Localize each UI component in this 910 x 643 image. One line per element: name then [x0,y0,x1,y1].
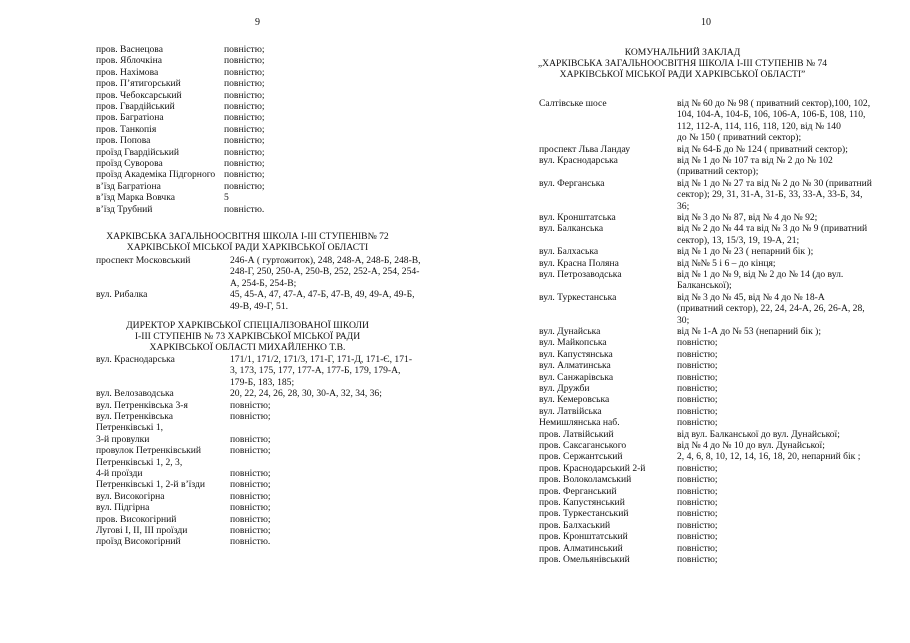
street-range: повністю; [230,513,271,525]
street-name: вул. Красна Поляна [539,257,619,269]
street-name: пров. Капустянський [539,497,625,508]
street-name: проїзд Гвардійський [96,146,180,158]
street-name: вул. Рибалка [96,289,148,301]
street-range: Балканської); [677,280,732,292]
street-range: від № 2 до № 44 та від № 3 до № 9 (приватний [677,223,868,235]
street-name: вул. Латвійська [539,405,602,417]
street-range: 45, 45-А, 47, 47-А, 47-Б, 47-В, 49, 49-А, 49-Б, [230,289,415,301]
street-range: (приватний сектор); [677,166,759,178]
street-range: 179-Б, 183, 185; [230,376,295,388]
street-range: повністю; [224,135,265,147]
street-range: повністю; [677,474,718,486]
street-range: від № 64-Б до № 124 ( приватний сектор); [677,143,848,155]
street-name: пров. Туркестанський [539,508,629,520]
street-range: від вул. Балканської до вул. Дунайської; [677,428,840,440]
street-range: від № 1-А до № 53 (непарний бік ); [677,326,822,337]
street-name: вул. Балхаська [539,246,599,258]
street-name: вул. Майкопська [539,337,607,349]
street-range: повністю; [224,169,265,181]
street-name: пров. Саксаганського [539,440,627,451]
street-name: 3-й провулки [96,433,150,445]
street-range: сектор); 29, 31, 31-А, 31-Б, 33, 33-А, 33-Б, 34, [677,189,863,201]
street-name: проспект Льва Ландау [539,143,631,155]
street-name: пров. Алматинський [539,542,623,554]
street-name: пров. Кронштатський [539,531,628,543]
street-name: вул. Велозаводська [96,388,174,400]
street-name: проспект Московський [96,255,191,266]
school-74-heading-line-2: „ХАРКІВСЬКА ЗАГАЛЬНООСВІТНЯ ШКОЛА І-ІІІ СТУПЕНІВ № 74 [537,58,828,69]
page-number: 10 [701,17,711,28]
street-range: повністю; [677,497,718,508]
street-name: пров. Балхаський [539,519,611,531]
street-name: Лугові І, ІІ, ІІІ проїзди [96,525,188,536]
street-name: пров. Попова [96,135,151,147]
street-name: вул. Петренківська 3-я [96,399,188,411]
street-range: 3, 173, 175, 177, 177-А, 177-Б, 179, 179-А, [230,365,401,377]
street-name: Петренківські 1, 2, 3, [96,456,183,468]
street-name: провулок Петренківський [96,445,201,457]
street-name: 4-й проїзди [96,468,143,479]
street-name: пров. Латвійський [539,428,614,440]
street-range: повністю; [224,55,265,67]
street-range: 36; [677,200,690,212]
street-range: повністю; [230,411,271,422]
street-range: від №№ 5 і 6 – до кінця; [677,257,776,269]
street-name: вул. Санжарівська [539,371,614,383]
street-name: пров. Багратіона [96,112,164,124]
street-range: повністю; [230,490,271,502]
street-range: повністю; [224,66,265,78]
street-range: повністю; [677,485,718,497]
street-range: А, 254-Б, 254-В; [230,277,297,289]
street-name: проїзд Суворова [96,158,163,169]
school-73-heading-line-1: ДИРЕКТОР ХАРКІВСЬКОЇ СПЕЦІАЛІЗОВАНОЇ ШКОЛИ [126,320,369,331]
street-range: повністю; [677,417,718,429]
street-range: повністю; [677,554,718,565]
street-range: 2, 4, 6, 8, 10, 12, 14, 16, 18, 20, непарний бік ; [677,451,861,463]
street-range: повністю; [224,89,265,101]
street-range: від № 3 до № 87, від № 4 до № 92; [677,212,818,223]
street-name: пров. Васнецова [96,44,163,55]
street-range: від № 3 до № 45, від № 4 до № 18-А [677,291,825,303]
street-name: вул. Капустянська [539,348,613,360]
street-range: повністю; [677,405,718,417]
street-range: від № 1 до № 107 та від № 2 до № 102 [677,155,833,166]
street-name: вул. Краснодарська [539,155,618,166]
street-name: пров. Яблочкіна [96,55,162,67]
school-72-heading-line-2: ХАРКІВСЬКОЇ МІСЬКОЇ РАДИ ХАРКІВСЬКОЇ ОБЛАСТІ [126,242,369,253]
street-name: проїзд Високогірний [96,536,181,548]
street-name: в’їзд Трубний [96,203,153,215]
street-name: пров. Омельянівський [539,554,630,565]
street-name: вул. Петрозаводська [539,269,622,280]
street-range: повністю; [224,180,265,192]
street-range: 112, 112-А, 114, 116, 118, 120, від № 140 [677,120,841,132]
street-name: пров. Волоколамський [539,474,632,486]
street-range: повністю; [677,360,718,372]
street-name: пров. Ферганський [539,485,617,497]
street-name: пров. Краснодарський 2-й [539,462,646,474]
street-name: пров. Високогірний [96,513,177,525]
street-name: вул. Дружби [539,383,590,394]
street-range: повністю; [224,146,265,158]
page-number: 9 [255,17,260,28]
street-name: Петренківські 1, 2-й в’їзди [96,479,205,491]
street-range: повністю; [677,462,718,474]
street-range: 5 [224,192,229,204]
street-range: повністю; [224,78,265,90]
street-range: повністю; [677,383,718,394]
school-73-heading-line-2: І-ІІІ СТУПЕНІВ № 73 ХАРКІВСЬКОЇ МІСЬКОЇ РАДИ [134,331,361,342]
street-range: повністю; [677,508,718,520]
street-range: 104, 104-А, 104-Б, 106, 106-А, 106-Б, 108, 110, [677,109,866,121]
street-name: вул. Туркестанська [539,291,617,303]
street-range: повністю; [230,525,271,536]
street-name: вул. Високогірна [96,490,165,502]
street-name: вул. Дунайська [539,326,601,337]
street-name: Салтівське шосе [539,98,607,109]
street-range: повністю; [677,519,718,531]
page-right [455,0,910,643]
street-range: повністю. [224,203,265,215]
street-range: повністю; [230,433,271,445]
street-range: повністю; [230,502,271,514]
street-name: пров. П’ятигорський [96,78,181,90]
street-name: в’їзд Багратіона [96,180,161,192]
street-range: від № 60 до № 98 ( приватний сектор),100, 102, [677,98,871,109]
street-range: повністю; [677,348,718,360]
street-range: повністю; [224,112,265,124]
street-name: в’їзд Марка Вовчка [96,192,176,204]
street-range: повністю; [230,468,271,479]
school-74-heading-line-1: КОМУНАЛЬНИЙ ЗАКЛАД [624,47,741,58]
street-range: від № 4 до № 10 до вул. Дунайської; [677,440,825,451]
street-name: вул. Петренківська [96,411,174,422]
street-range: 30; [677,314,690,326]
street-range: повністю. [230,536,271,548]
street-range: від № 1 до № 9, від № 2 до № 14 (до вул. [677,269,844,280]
street-name: вул. Ферганська [539,177,605,189]
street-name: проїзд Академіка Підгорного [96,169,216,181]
street-name: пров. Гвардійський [96,101,175,112]
street-range: 20, 22, 24, 26, 28, 30, 30-А, 32, 34, 36; [230,388,382,400]
street-name: Немишлянська наб. [539,417,620,429]
street-name: вул. Кронштатська [539,212,616,223]
street-range: повністю; [677,337,718,349]
street-name: вул. Кемеровська [539,394,610,406]
street-name: пров. Танкопія [96,123,157,135]
street-range: сектор), 13, 15/3, 19, 19-А, 21; [677,234,800,246]
street-range: 49-В, 49-Г, 51. [230,300,289,312]
street-name: Петренківські 1, [96,422,164,434]
street-range: повністю; [230,479,271,491]
street-name: пров. Сержантський [539,451,623,463]
street-range: повністю; [230,445,271,457]
street-range: від № 1 до № 23 ( непарний бік ); [677,246,814,258]
street-range: повністю; [677,531,718,543]
street-range: повністю; [677,371,718,383]
street-name: пров. Чебоксарський [96,89,182,101]
street-range: повністю; [677,542,718,554]
street-name: вул. Алматинська [539,360,611,372]
school-72-heading-line-1: ХАРКІВСЬКА ЗАГАЛЬНООСВІТНЯ ШКОЛА І-ІІІ СТУПЕНІВ№ 72 [106,231,389,242]
street-name: вул. Підгірна [96,502,150,514]
street-range: (приватний сектор), 22, 24, 24-А, 26, 26-А, 28, [677,303,865,315]
street-range: 171/1, 171/2, 171/3, 171-Г, 171-Д, 171-Є, 171- [230,354,413,365]
school-73-heading-line-3: ХАРКІВСЬКОЇ ОБЛАСТІ МИХАЙЛЕНКО Т.В. [149,342,346,353]
street-name: пров. Нахімова [96,66,159,78]
street-name: вул. Балканська [539,223,604,235]
street-range: до № 150 ( приватний сектор); [677,132,802,144]
street-range: повністю; [224,101,265,112]
street-range: 246-А ( гуртожиток), 248, 248-А, 248-Б, 248-В, [230,255,421,266]
street-range: повністю; [224,158,265,169]
street-range: повністю; [230,399,271,411]
street-range: повністю; [224,44,265,55]
street-range: від № 1 до № 27 та від № 2 до № 30 (приватний [677,177,872,189]
street-range: 248-Г, 250, 250-А, 250-В, 252, 252-А, 254, 254- [230,266,420,278]
street-range: повністю; [677,394,718,406]
school-74-heading-line-3: ХАРКІВСЬКОЇ МІСЬКОЇ РАДИ ХАРКІВСЬКОЇ ОБЛАСТІ” [559,69,806,80]
street-name: вул. Краснодарська [96,354,175,365]
street-range: повністю; [224,123,265,135]
